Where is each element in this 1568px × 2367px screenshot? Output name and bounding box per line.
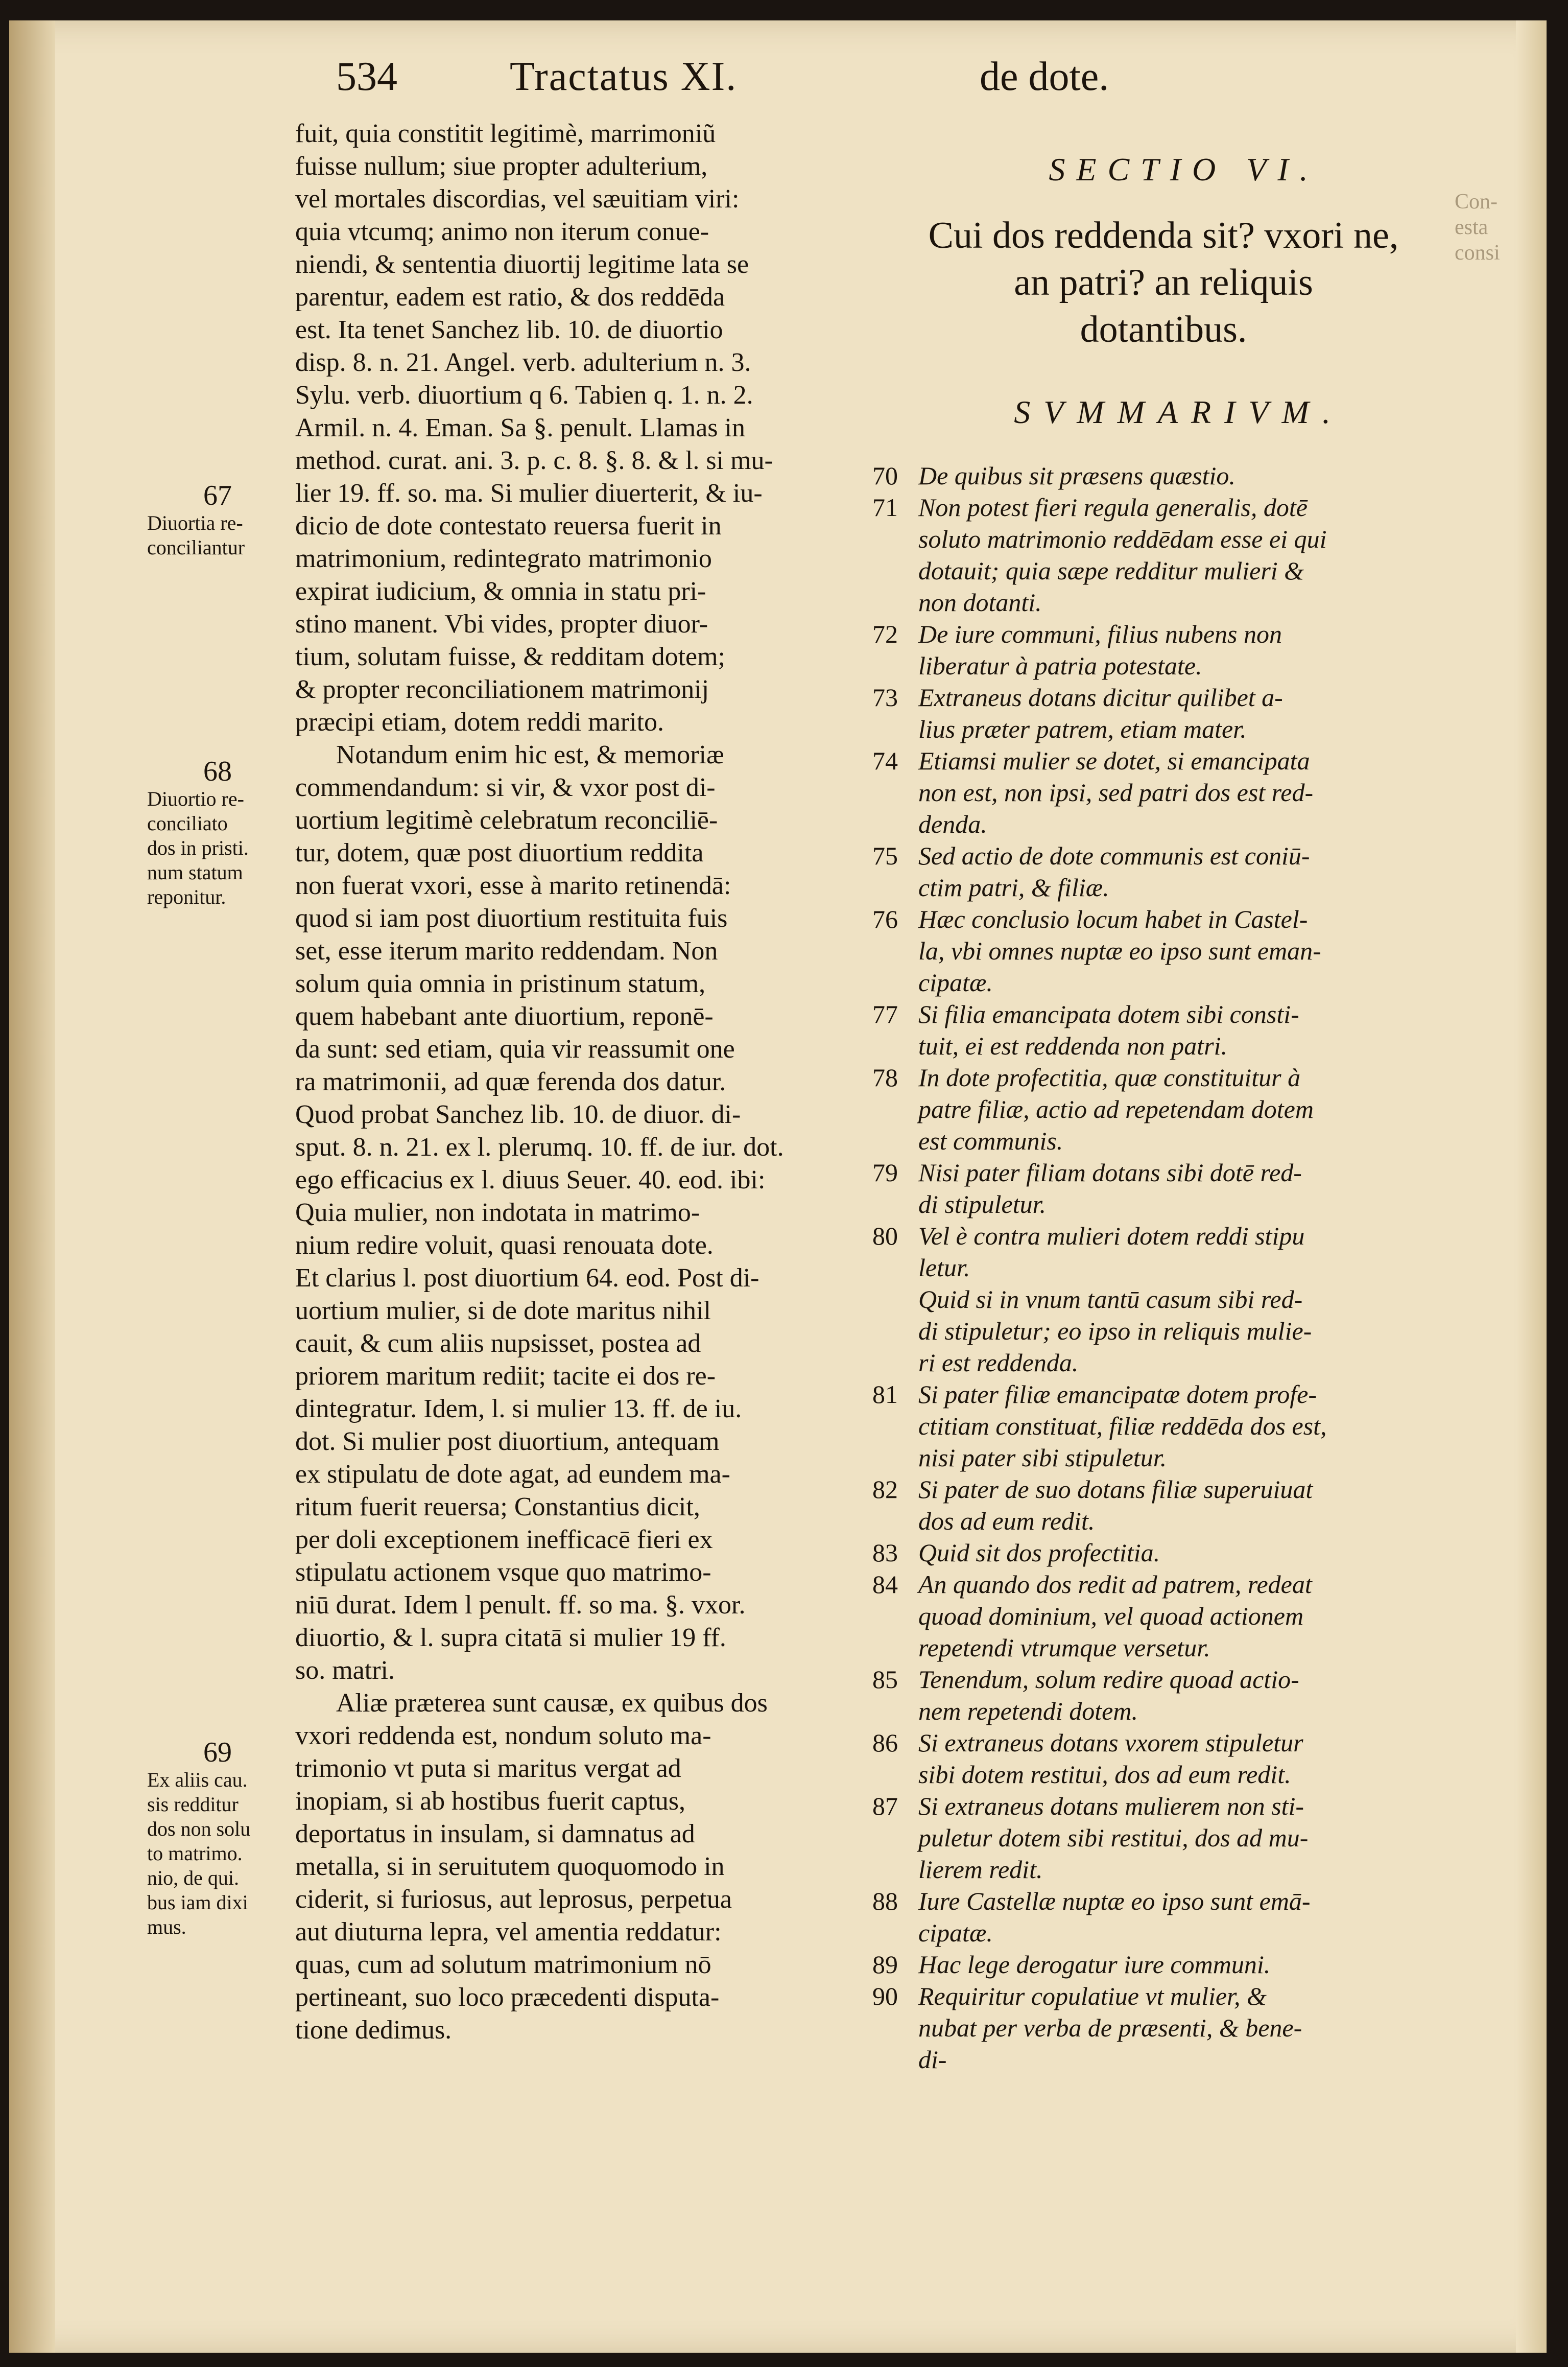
text-line: niendi, & sententia diuortij legitime lata se: [295, 250, 749, 279]
summary-text: In dote profectitia, quæ constituitur à: [918, 1063, 1301, 1092]
summary-number: 88: [872, 1887, 898, 1915]
summary-line: [872, 1347, 1485, 1378]
text-line: pertineant, suo loco præcedenti disputa-: [295, 1983, 720, 2012]
summary-number: 81: [872, 1380, 898, 1409]
summary-item: [872, 1949, 1485, 1980]
summary-line: [872, 1220, 1485, 1252]
summary-number: 76: [872, 905, 898, 933]
margin-note-line: mus.: [147, 1915, 186, 1938]
summary-number: 72: [872, 620, 898, 648]
text-line: sput. 8. n. 21. ex l. plerumq. 10. ff. de iur. dot.: [295, 1133, 784, 1162]
summary-line: [872, 840, 1485, 872]
summary-text: dotauit; quia sæpe redditur mulieri &: [918, 556, 1304, 585]
text-line: niū durat. Idem l penult. ff. so ma. §. vxor.: [295, 1590, 746, 1620]
text-line: Quod probat Sanchez lib. 10. de diuor. di-: [295, 1100, 741, 1129]
text-line: quia vtcumq; animo non iterum conue-: [295, 217, 709, 246]
summary-text: Quid si in vnum tantū casum sibi red-: [918, 1285, 1303, 1314]
summary-item: [872, 1220, 1485, 1378]
summary-item: [872, 903, 1485, 998]
summary-line: [872, 1062, 1485, 1093]
text-line: Armil. n. 4. Eman. Sa §. penult. Llamas in: [295, 413, 745, 442]
text-line: ego efficacius ex l. diuus Seuer. 40. eod. ibi:: [295, 1165, 766, 1194]
summary-line: [872, 587, 1485, 618]
summary-number: 77: [872, 1000, 898, 1028]
text-line: non fuerat vxori, esse à marito retinendā:: [295, 871, 731, 900]
summary-number: 86: [872, 1728, 898, 1757]
summary-line: [872, 1949, 1485, 1980]
text-line: quod si iam post diuortium restituita fuis: [295, 904, 728, 933]
summary-item: [872, 1568, 1485, 1663]
text-line: expirat iudicium, & omnia in statu pri-: [295, 577, 706, 606]
text-line: method. curat. ani. 3. p. c. 8. §. 8. & l. si mu-: [295, 446, 773, 475]
summary-line: [872, 1442, 1485, 1473]
text-line: diuortio, & l. supra citatā si mulier 19 ff.: [295, 1623, 726, 1652]
summary-text: repetendi vtrumque versetur.: [918, 1633, 1210, 1662]
summary-text: di stipuletur; eo ipso in reliquis mulie-: [918, 1317, 1312, 1345]
summary-number: 83: [872, 1538, 898, 1567]
summary-line: [872, 1505, 1485, 1537]
text-line: quas, cum ad solutum matrimonium nō: [295, 1950, 711, 1979]
text-line: Notandum enim hic est, & memoriæ: [336, 740, 724, 769]
summary-line: [872, 1632, 1485, 1663]
text-line: quem habebant ante diuortium, reponē-: [295, 1002, 714, 1031]
margin-note-69: [147, 1737, 300, 1939]
summary-line: [872, 491, 1485, 523]
text-line: Et clarius l. post diuortium 64. eod. Post di-: [295, 1263, 759, 1293]
summary-item: [872, 1062, 1485, 1157]
margin-note-number: 68: [203, 756, 232, 787]
summary-number: 75: [872, 841, 898, 870]
summary-text: puletur dotem sibi restitui, dos ad mu-: [918, 1823, 1309, 1852]
summary-text: Hæc conclusio locum habet in Castel-: [918, 905, 1308, 933]
text-line: disp. 8. n. 21. Angel. verb. adulterium n. 3.: [295, 348, 751, 377]
summary-line: [872, 872, 1485, 903]
summary-text: Iure Castellæ nuptæ eo ipso sunt emā-: [918, 1887, 1311, 1915]
summary-text: Tenendum, solum redire quoad actio-: [918, 1665, 1299, 1694]
margin-note-line: bus iam dixi: [147, 1891, 248, 1914]
summary-line: [872, 1537, 1485, 1568]
summary-line: [872, 1252, 1485, 1283]
text-line: ex stipulatu de dote agat, ad eundem ma-: [295, 1460, 730, 1489]
text-line: trimonio vt puta si maritus vergat ad: [295, 1754, 681, 1783]
summary-text: An quando dos redit ad patrem, redeat: [918, 1570, 1312, 1599]
summary-line: [872, 682, 1485, 713]
text-line: metalla, si in seruitutem quoquomodo in: [295, 1852, 725, 1881]
summary-line: [872, 1822, 1485, 1854]
margin-note-67: [147, 480, 300, 560]
margin-note-line: Diuortio re-: [147, 787, 244, 810]
summary-line: [872, 808, 1485, 840]
summary-text: Si pater de suo dotans filiæ superuiuat: [918, 1475, 1313, 1504]
text-line: præcipi etiam, dotem reddi marito.: [295, 708, 664, 737]
summary-text: liberatur à patria potestate.: [918, 651, 1202, 680]
summary-text: nem repetendi dotem.: [918, 1697, 1138, 1725]
summary-line: [872, 2012, 1485, 2044]
summary-line: [872, 1854, 1485, 1885]
summary-text: letur.: [918, 1253, 970, 1282]
summary-line: [872, 967, 1485, 998]
question-line: an patri? an reliquis: [1014, 262, 1313, 303]
text-line: dicio de dote contestato reuersa fuerit in: [295, 511, 722, 541]
summary-line: [872, 1727, 1485, 1759]
summary-line: [872, 777, 1485, 808]
summary-text: Quid sit dos profectitia.: [918, 1538, 1160, 1567]
summary-text: Si pater filiæ emancipatæ dotem profe-: [918, 1380, 1317, 1409]
section-heading: SECTIO VI.: [1049, 151, 1319, 188]
summary-heading: SVMMARIVM.: [1014, 394, 1344, 430]
running-title-right: de dote.: [980, 54, 1109, 99]
text-line: nium redire voluit, quasi renouata dote.: [295, 1231, 714, 1260]
text-line: lier 19. ff. so. ma. Si mulier diuerterit, & iu-: [295, 479, 763, 508]
summary-line: [872, 1315, 1485, 1347]
summary-text: di-: [918, 2045, 947, 2074]
summary-line: [872, 523, 1485, 555]
summary-text: cipatæ.: [918, 1918, 993, 1947]
summary-text: Si filia emancipata dotem sibi consti-: [918, 1000, 1299, 1028]
summary-item: [872, 840, 1485, 903]
summary-line: [872, 1663, 1485, 1695]
text-line: tur, dotem, quæ post diuortium reddita: [295, 838, 704, 868]
margin-note-line: conciliantur: [147, 536, 245, 559]
summary-list: [872, 460, 1485, 2075]
summary-text: ctitiam constituat, filiæ reddēda dos est,: [918, 1412, 1327, 1440]
summary-text: la, vbi omnes nuptæ eo ipso sunt eman-: [918, 936, 1321, 965]
book-page: [9, 20, 1547, 2353]
summary-text: Vel è contra mulieri dotem reddi stipu: [918, 1222, 1305, 1250]
summary-text: De quibus sit præsens quæstio.: [918, 461, 1236, 490]
summary-text: Si extraneus dotans mulierem non sti-: [918, 1792, 1304, 1820]
summary-text: Nisi pater filiam dotans sibi dotē red-: [918, 1158, 1302, 1187]
summary-text: Requiritur copulatiue vt mulier, &: [918, 1982, 1267, 2010]
margin-note-number: 69: [203, 1737, 232, 1768]
text-line: dot. Si mulier post diuortium, antequam: [295, 1427, 720, 1456]
summary-line: [872, 1410, 1485, 1442]
summary-number: 90: [872, 1982, 898, 2010]
summary-line: [872, 1093, 1485, 1125]
summary-text: Etiamsi mulier se dotet, si emancipata: [918, 746, 1310, 775]
summary-line: [872, 1568, 1485, 1600]
summary-number: 87: [872, 1792, 898, 1820]
summary-item: [872, 1473, 1485, 1537]
summary-line: [872, 555, 1485, 587]
text-line: da sunt: sed etiam, quia vir reassumit one: [295, 1035, 735, 1064]
summary-text: Hac lege derogatur iure communi.: [918, 1950, 1271, 1979]
summary-item: [872, 682, 1485, 745]
text-line: so. matri.: [295, 1656, 395, 1685]
text-line: tium, solutam fuisse, & redditam dotem;: [295, 642, 726, 671]
text-line: matrimonium, redintegrato matrimonio: [295, 544, 712, 573]
bleed-through-fragment: consi: [1455, 241, 1500, 265]
margin-note-number: 67: [203, 480, 232, 511]
text-line: aut diuturna lepra, vel amentia reddatur:: [295, 1917, 722, 1947]
text-line: parentur, eadem est ratio, & dos reddēda: [295, 283, 725, 312]
summary-item: [872, 1727, 1485, 1790]
summary-number: 78: [872, 1063, 898, 1092]
summary-item: [872, 460, 1485, 491]
summary-item: [872, 491, 1485, 618]
running-title: Tractatus XI.: [510, 54, 738, 99]
text-line: fuit, quia constitit legitimè, marrimoniũ: [295, 119, 716, 148]
summary-text: Extraneus dotans dicitur quilibet a-: [918, 683, 1283, 712]
page-gutter: [9, 20, 55, 2353]
summary-number: 82: [872, 1475, 898, 1504]
summary-text: denda.: [918, 810, 987, 838]
summary-number: 89: [872, 1950, 898, 1979]
summary-text: Sed actio de dote communis est coniū-: [918, 841, 1310, 870]
margin-note-68: [147, 756, 300, 909]
margin-note-line: dos non solu: [147, 1817, 251, 1840]
margin-note-line: conciliato: [147, 812, 228, 835]
left-column-text: [295, 118, 852, 2047]
text-line: cauit, & cum aliis nupsisset, postea ad: [295, 1329, 701, 1358]
text-line: tione dedimus.: [295, 2016, 452, 2045]
text-line: vxori reddenda est, nondum soluto ma-: [295, 1721, 711, 1750]
summary-item: [872, 1790, 1485, 1885]
summary-item: [872, 745, 1485, 840]
summary-line: [872, 1917, 1485, 1949]
margin-note-line: to matrimo.: [147, 1842, 243, 1865]
summary-line: [872, 903, 1485, 935]
text-line: dintegratur. Idem, l. si mulier 13. ff. de iu.: [295, 1394, 742, 1423]
summary-number: 71: [872, 493, 898, 522]
summary-text: soluto matrimonio reddēdam esse ei qui: [918, 525, 1327, 553]
text-line: commendandum: si vir, & vxor post di-: [295, 773, 716, 802]
margin-note-line: reponitur.: [147, 885, 226, 908]
summary-text: patre filiæ, actio ad repetendam dotem: [918, 1095, 1314, 1123]
question-line: Cui dos reddenda sit? vxori ne,: [928, 215, 1399, 256]
summary-item: [872, 998, 1485, 1062]
summary-line: [872, 935, 1485, 967]
margin-note-line: dos in pristi.: [147, 836, 249, 859]
summary-item: [872, 618, 1485, 682]
summary-line: [872, 460, 1485, 491]
section-question: [867, 212, 1460, 353]
text-line: stipulatu actionem vsque quo matrimo-: [295, 1558, 711, 1587]
summary-item: [872, 1980, 1485, 2075]
text-line: Aliæ præterea sunt causæ, ex quibus dos: [336, 1689, 768, 1718]
bleed-through-fragment: Con-: [1455, 190, 1498, 214]
text-line: fuisse nullum; siue propter adulterium,: [295, 152, 708, 181]
summary-line: [872, 650, 1485, 682]
text-line: stino manent. Vbi vides, propter diuor-: [295, 610, 708, 639]
text-line: per doli exceptionem inefficacē fieri ex: [295, 1525, 713, 1554]
summary-text: sibi dotem restitui, dos ad eum redit.: [918, 1760, 1291, 1789]
summary-line: [872, 1030, 1485, 1062]
summary-line: [872, 1188, 1485, 1220]
text-line: Quia mulier, non indotata in matrimo-: [295, 1198, 700, 1227]
summary-line: [872, 2044, 1485, 2075]
summary-line: [872, 618, 1485, 650]
summary-line: [872, 1885, 1485, 1917]
summary-text: Si extraneus dotans vxorem stipuletur: [918, 1728, 1303, 1757]
summary-text: ctim patri, & filiæ.: [918, 873, 1109, 902]
summary-text: lius præter patrem, etiam mater.: [918, 715, 1247, 743]
summary-line: [872, 1980, 1485, 2012]
summary-number: 80: [872, 1222, 898, 1250]
summary-text: dos ad eum redit.: [918, 1507, 1095, 1535]
summary-line: [872, 1378, 1485, 1410]
summary-line: [872, 1157, 1485, 1188]
summary-line: [872, 1125, 1485, 1157]
summary-item: [872, 1378, 1485, 1473]
summary-text: tuit, ei est reddenda non patri.: [918, 1032, 1228, 1060]
summary-text: di stipuletur.: [918, 1190, 1047, 1218]
summary-text: nisi pater sibi stipuletur.: [918, 1443, 1167, 1472]
summary-number: 79: [872, 1158, 898, 1187]
text-line: uortium legitimè celebratum reconciliē-: [295, 806, 718, 835]
summary-text: De iure communi, filius nubens non: [918, 620, 1282, 648]
text-line: vel mortales discordias, vel sæuitiam viri:: [295, 184, 740, 214]
page-right-edge: [1516, 20, 1547, 2353]
text-line: inopiam, si ab hostibus fuerit captus,: [295, 1787, 686, 1816]
summary-line: [872, 1283, 1485, 1315]
text-line: Sylu. verb. diuortium q 6. Tabien q. 1. n. 2.: [295, 381, 753, 410]
margin-note-line: Ex aliis cau.: [147, 1768, 248, 1791]
summary-item: [872, 1157, 1485, 1220]
question-line: dotantibus.: [1080, 309, 1247, 350]
bleed-through-text: [1455, 189, 1500, 266]
summary-line: [872, 1473, 1485, 1505]
summary-item: [872, 1885, 1485, 1949]
text-line: & propter reconciliationem matrimonij: [295, 675, 709, 704]
summary-text: est communis.: [918, 1127, 1063, 1155]
summary-text: ri est reddenda.: [918, 1348, 1079, 1377]
summary-number: 70: [872, 461, 898, 490]
summary-text: Non potest fieri regula generalis, dotē: [918, 493, 1308, 522]
text-line: set, esse iterum marito reddendam. Non: [295, 936, 718, 966]
summary-text: non dotanti.: [918, 588, 1042, 617]
summary-line: [872, 713, 1485, 745]
text-line: priorem maritum rediit; tacite ei dos re-: [295, 1362, 716, 1391]
margin-note-line: Diuortia re-: [147, 511, 243, 534]
text-line: ritum fuerit reuersa; Constantius dicit,: [295, 1492, 700, 1521]
summary-text: nubat per verba de præsenti, & bene-: [918, 2013, 1302, 2042]
text-line: uortium mulier, si de dote maritus nihil: [295, 1296, 711, 1325]
summary-item: [872, 1663, 1485, 1727]
text-line: est. Ita tenet Sanchez lib. 10. de diuortio: [295, 315, 723, 344]
summary-number: 84: [872, 1570, 898, 1599]
summary-text: cipatæ.: [918, 968, 993, 997]
summary-text: quoad dominium, vel quoad actionem: [918, 1602, 1304, 1630]
summary-number: 85: [872, 1665, 898, 1694]
margin-note-line: sis redditur: [147, 1793, 239, 1816]
margin-note-line: nio, de qui.: [147, 1866, 239, 1889]
summary-text: non est, non ipsi, sed patri dos est red-: [918, 778, 1314, 807]
summary-number: 74: [872, 746, 898, 775]
summary-line: [872, 1600, 1485, 1632]
summary-line: [872, 1695, 1485, 1727]
summary-line: [872, 1790, 1485, 1822]
text-line: solum quia omnia in pristinum statum,: [295, 969, 706, 998]
bleed-through-fragment: esta: [1455, 216, 1488, 239]
summary-text: lierem redit.: [918, 1855, 1043, 1884]
summary-line: [872, 745, 1485, 777]
summary-number: 73: [872, 683, 898, 712]
text-line: ra matrimonii, ad quæ ferenda dos datur.: [295, 1067, 726, 1096]
summary-line: [872, 998, 1485, 1030]
page-number: 534: [336, 54, 397, 99]
text-line: ciderit, si furiosus, aut leprosus, perpetua: [295, 1885, 732, 1914]
text-line: deportatus in insulam, si damnatus ad: [295, 1819, 695, 1848]
summary-item: [872, 1537, 1485, 1568]
margin-note-line: num statum: [147, 861, 243, 884]
summary-line: [872, 1759, 1485, 1790]
